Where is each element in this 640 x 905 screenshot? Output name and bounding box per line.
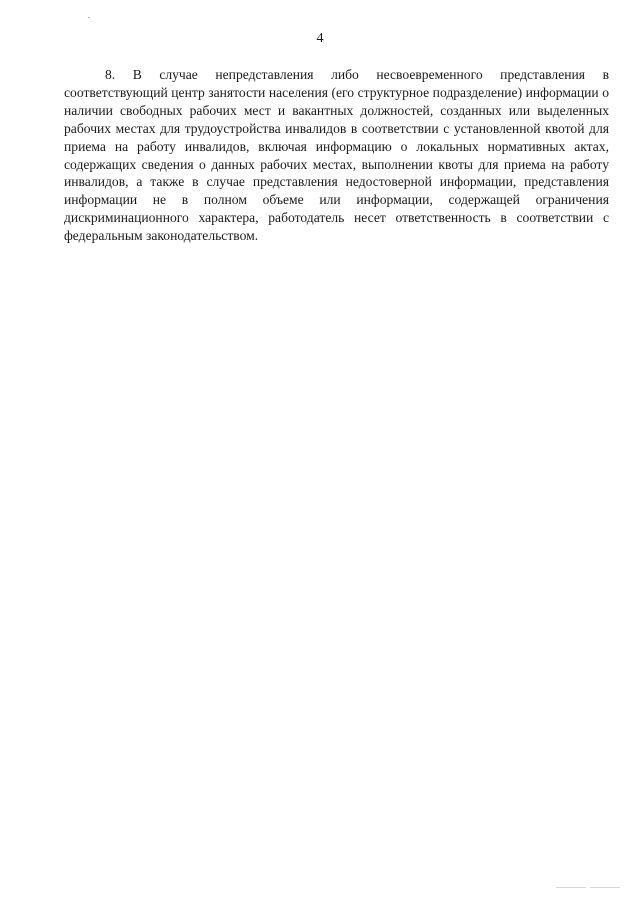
scan-artifact-dot — [88, 17, 90, 18]
scan-artifact-line — [556, 887, 586, 888]
scan-artifact-line — [590, 887, 620, 888]
paragraph-clause-8: 8. В случае непредставления либо несвоевременного представления в соответствующий центр занятости населения (его структурное подразделение) информации о наличии свободных рабочих мест и вакантных должностей, созданных или выделенных рабочих местах для трудоустройства инвалидов в соответствии с установленной квотой для приема на работу инвалидов, включая информацию о локальных нормативных актах, содержащих сведения о данных рабочих местах, выполнении квоты для приема на работу инвалидов, а также в случае представления недостоверной информации, представления информации не в полном объеме или информации, содержащей ограничения дискриминационного характера, работодатель несет ответственность в соответствии с федеральным законодательством. — [64, 67, 609, 244]
page-number: 4 — [316, 31, 324, 46]
